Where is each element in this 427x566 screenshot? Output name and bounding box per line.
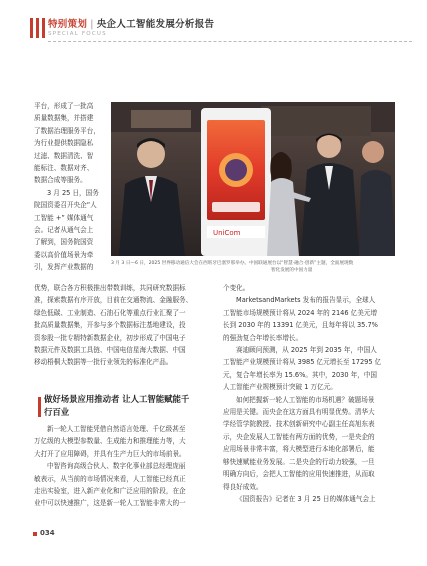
text-line: 赛迪顾问预测，从 2025 年到 2035 年，中国人 — [236, 346, 377, 355]
text-line: 移动梧桐大数据等一批行业领先的标准化产品。 — [34, 358, 173, 367]
text-line: 学经管学院教授、技术创新研究中心副主任高旭东表 — [223, 420, 375, 429]
page-number-mark — [33, 532, 37, 536]
section-tag: 特别策划 — [48, 19, 88, 30]
text-line: 走出实验室，进入新产业化和广泛应用的阶段，在企 — [34, 487, 186, 496]
text-line: 《国资报告》记者在 3 月 25 日的媒体通气会上 — [236, 494, 376, 503]
text-line: 工智能市场规模预计将从 2024 年的 2146 亿美元增 — [223, 308, 378, 317]
text-line: 3 月 25 日，国务 — [47, 188, 99, 197]
text-line: 优势，联合各方积极推出带数训练，共同研究数据标 — [34, 284, 186, 292]
caption-line: 3 月 3 日—6 日，2025 世界移动通信大会在西班牙巴塞罗那举办。中国联通展台以“智慧·融合·创新”主题，全面展现数 — [111, 261, 354, 266]
header-title — [48, 16, 214, 30]
header-bar — [42, 18, 45, 38]
text-line: 为行业提供数据隐私 — [34, 139, 94, 148]
text-line: 引，发挥产业数据的 — [34, 263, 94, 272]
page-number: 034 — [40, 529, 55, 537]
section-heading-bar — [38, 397, 41, 417]
section-heading — [44, 393, 189, 419]
text-line: 示，央企发展人工智能有两方面的优势，一是央企的 — [223, 432, 375, 441]
full-width-text — [34, 282, 192, 369]
header-bar — [36, 18, 39, 38]
text-line: 大打开了应用障碍，并具有生产力巨大的市场前景。 — [34, 449, 186, 458]
text-line: 中智咨询高级合伙人、数字化事业部总经理庞丽 — [47, 462, 186, 471]
text-line: 资参股一批专精特新数据企业，初步形成了中国电子 — [34, 333, 186, 342]
right-column-text — [223, 282, 381, 505]
text-line: 应用场景非常丰富，将大模型进行本地化部署后，能 — [223, 445, 375, 454]
text-line: 敏表示，从当前的市场情况来看，人工智能已经真正 — [34, 474, 186, 483]
header-bar — [30, 18, 33, 38]
text-line: 过滤、数据清洗、智 — [34, 151, 94, 160]
text-line: 质量数据集，并搭建 — [34, 114, 94, 123]
text-line: 人工智能产业规模预计突破 1 万亿元。 — [223, 383, 337, 392]
text-line: 工智能 +” 媒体通气 — [34, 213, 94, 222]
exhibition-photo — [111, 102, 395, 256]
photo-caption — [111, 260, 395, 274]
report-title: 央企人工智能发展分析报告 — [96, 19, 215, 30]
text-line: 准，探索数据有序开放，目前在交通物流、金融服务、 — [34, 296, 193, 305]
text-line: 数据合成等服务。 — [34, 176, 87, 185]
text-line: 够快速赋能业务发展。二是央企的行动力较强，一旦 — [223, 457, 375, 466]
text-line: 工智能产业规模预计将从 3985 亿元增长至 17295 亿 — [223, 358, 382, 367]
header-subtitle: SPECIAL FOCUS — [48, 31, 107, 37]
text-line: 了解到，国务院国资 — [34, 238, 94, 247]
text-line: 个变化。 — [223, 284, 250, 292]
text-line: 委以高价值场景为牵 — [34, 250, 94, 259]
header-divider — [48, 41, 412, 42]
text-line: 明确方向后，会把人工智能的应用快速推进，从而取 — [223, 470, 375, 479]
text-line: 数据元件及数据工具链、中国电信星海大数据、中国 — [34, 346, 186, 355]
text-line: 长到 2030 年的 13391 亿美元，且每年将以 35.7% — [223, 321, 378, 330]
text-line: 应用是关键。而央企在这方面具有明显优势。清华大 — [223, 408, 375, 417]
section-heading-line: 做好场景应用推动者 让人工智能赋能千 — [44, 394, 190, 404]
text-line: 绿色低碳、工业制造、石油石化等重点行业汇聚了一 — [34, 308, 186, 317]
left-column-text — [34, 100, 100, 274]
text-line: 元，复合年增长率为 15.6%。其中，2030 年，中国 — [223, 370, 378, 379]
text-line: 批高质量数据集，开参与多个数据标注基地建设，投 — [34, 321, 186, 330]
photo-illustration — [111, 102, 395, 256]
section-heading-line: 行百业 — [44, 407, 70, 417]
text-line: 会。记者从通气会上 — [34, 226, 94, 235]
text-line: 新一轮人工智能凭借自然语言处理、千亿级甚至 — [47, 425, 186, 433]
text-line: 万亿级的大模型参数量、生成能力和推理能力等，大 — [34, 437, 186, 446]
text-line: 业中可以快速推广，这是新一轮人工智能非常大的一 — [34, 499, 186, 508]
text-line: 平台，形成了一批高 — [34, 102, 94, 110]
text-line: 了数据治理服务平台， — [34, 126, 100, 135]
text-line: 能标注、数据对齐、 — [34, 164, 94, 173]
left-bottom-text — [34, 423, 186, 510]
text-line: 得良好成效。 — [223, 482, 263, 491]
text-line: MarketsandMarkets 发布的报告显示，全球人 — [236, 296, 376, 305]
text-line: 的强劲复合年增长率增长。 — [223, 333, 303, 342]
brand-label: UniCom — [213, 229, 241, 237]
text-line: 院国资委召开央企“人 — [34, 201, 97, 210]
header-separator: | — [90, 19, 94, 30]
text-line: 如何把握新一轮人工智能的市场机遇？破题场景 — [236, 395, 375, 404]
caption-line: 智化发展的中国力量 — [271, 268, 313, 273]
